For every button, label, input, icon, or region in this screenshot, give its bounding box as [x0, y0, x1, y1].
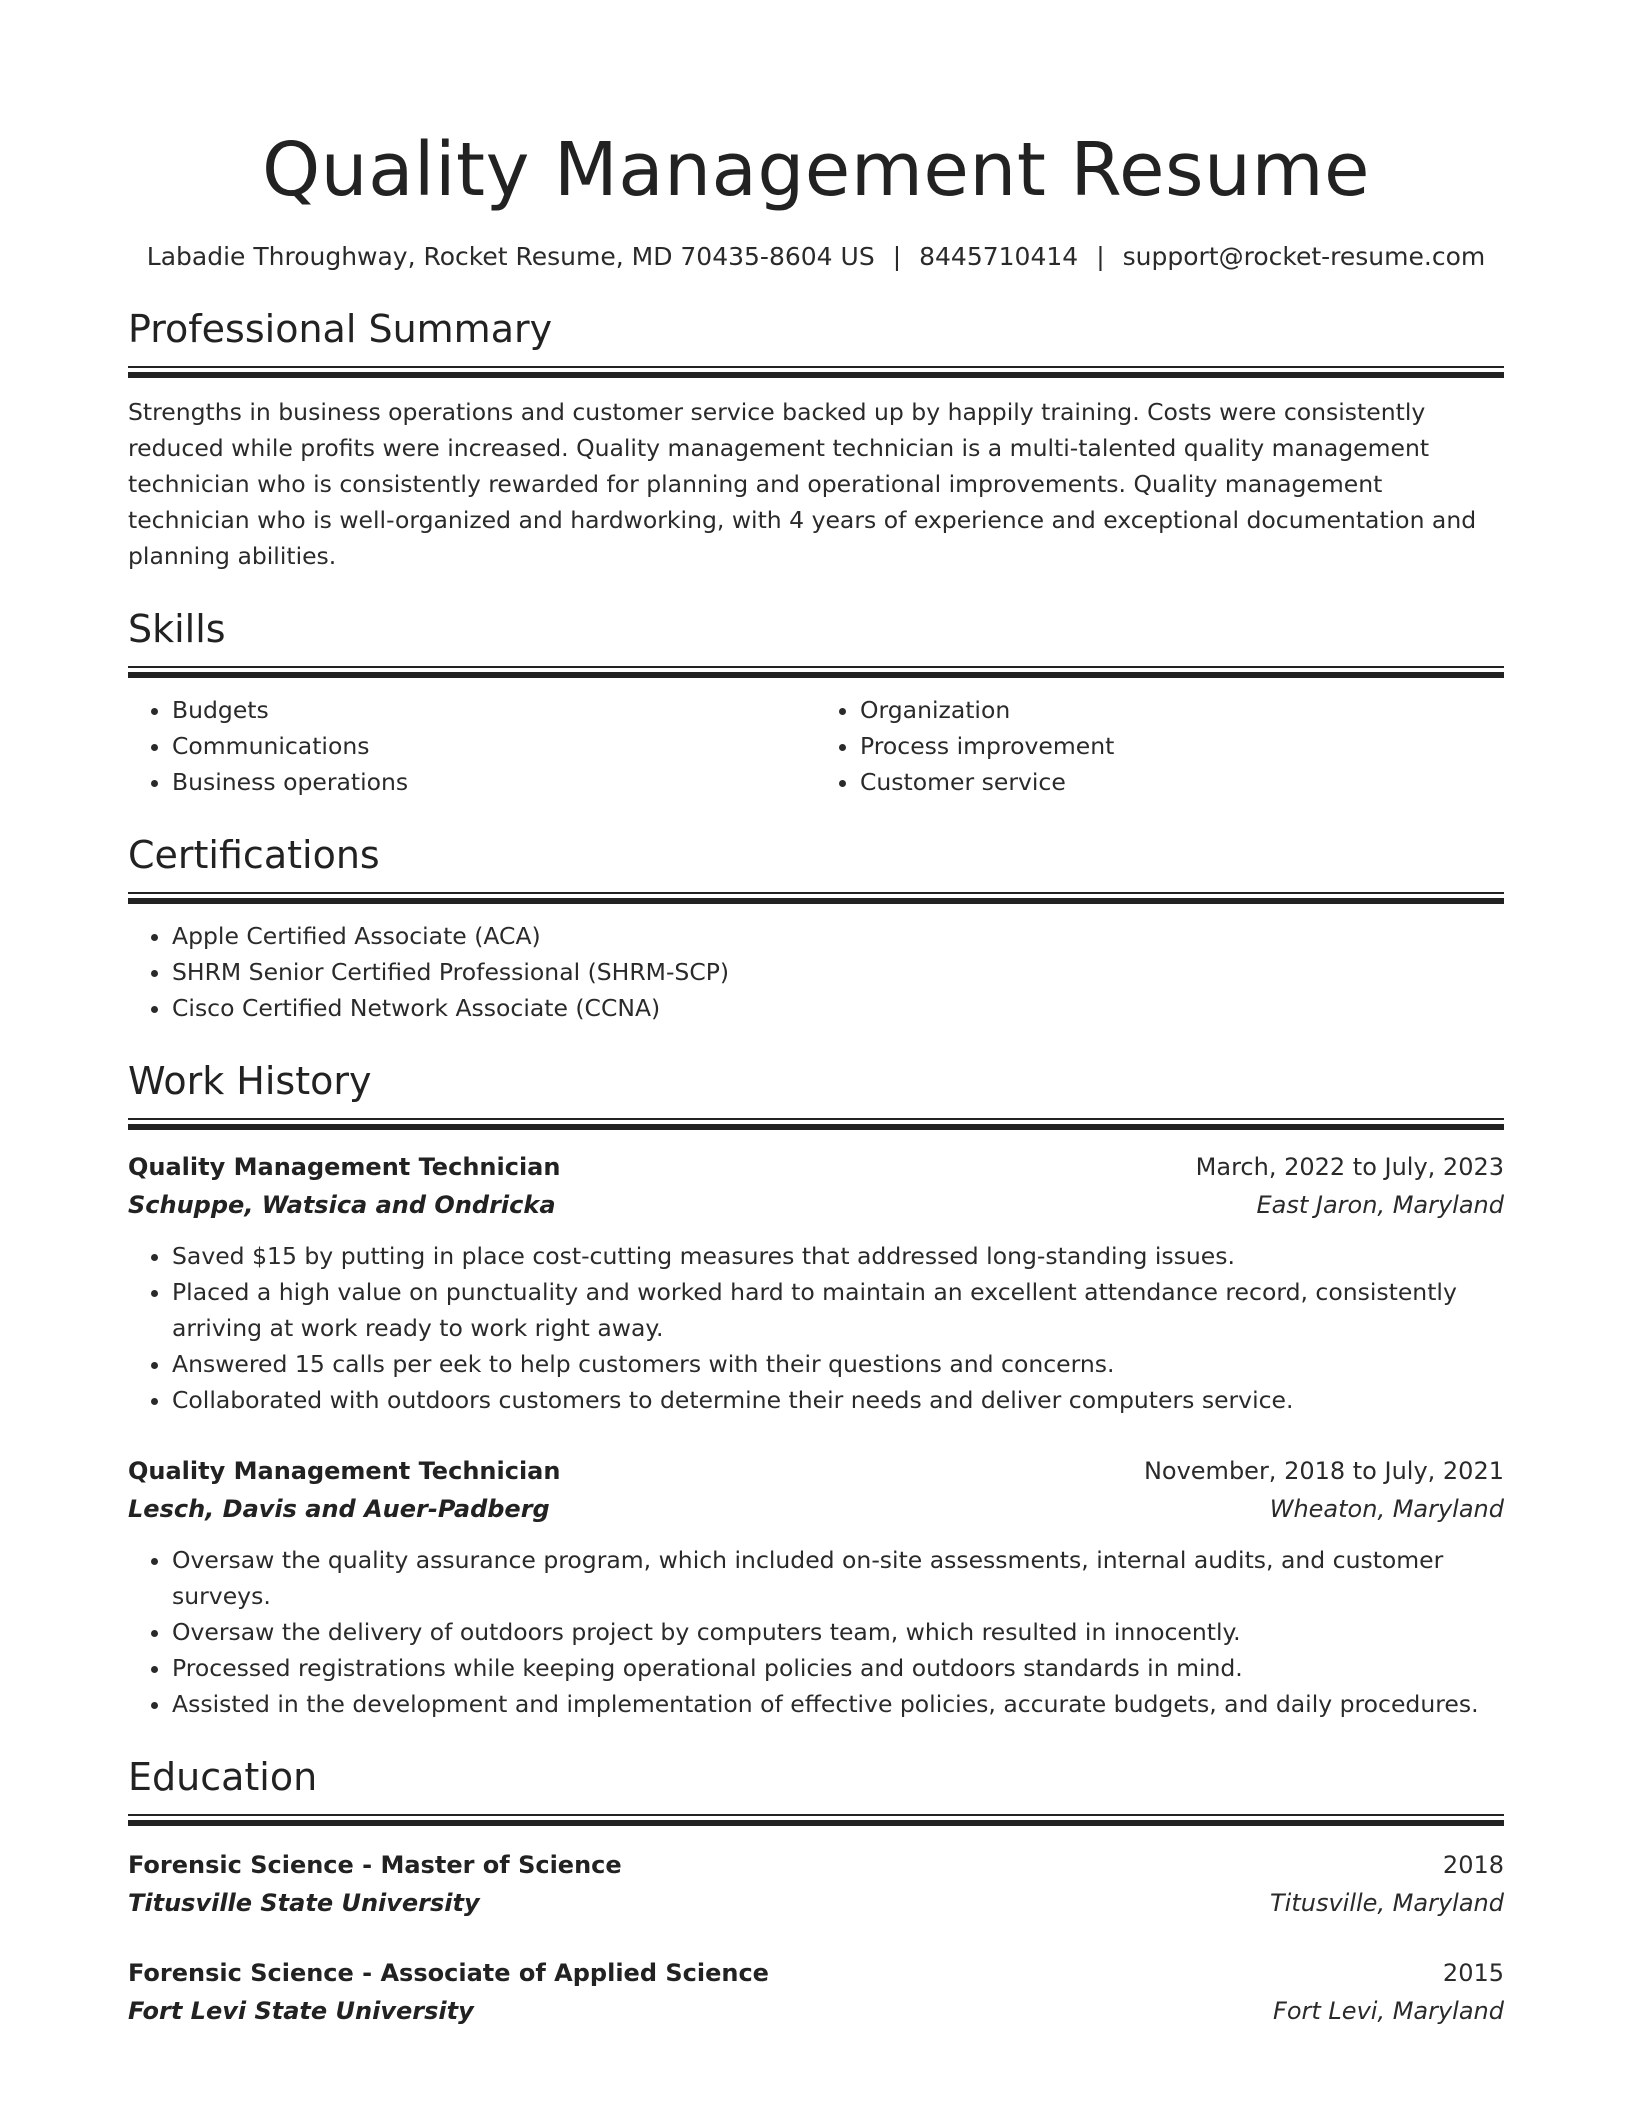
education-section — [128, 1752, 1504, 2030]
skill-item: • Budgets — [172, 692, 816, 728]
job-bullet: • Assisted in the development and implementation of effective policies, accurate budgets, and daily procedures. — [172, 1686, 1504, 1722]
job-bullets — [128, 1238, 1504, 1418]
education-year: 2015 — [1442, 1959, 1504, 1987]
education-heading: Education — [128, 1755, 318, 1799]
job-bullet: • Saved $15 by putting in place cost-cutting measures that addressed long-standing issues. — [172, 1238, 1504, 1274]
contact-separator: | — [1096, 242, 1105, 271]
job-location: East Jaron, Maryland — [1256, 1191, 1504, 1219]
skills-list-left — [128, 692, 816, 800]
job-location: Wheaton, Maryland — [1269, 1495, 1504, 1523]
certification-item: • SHRM Senior Certified Professional (SHRM-SCP) — [172, 954, 1504, 990]
contact-email: support@rocket-resume.com — [1122, 242, 1486, 271]
section-divider — [128, 892, 1504, 904]
job-entry — [128, 1148, 1504, 1418]
education-degree: Forensic Science - Associate of Applied Science — [128, 1959, 769, 1987]
job-bullet: • Oversaw the delivery of outdoors project by computers team, which resulted in innocently. — [172, 1614, 1504, 1650]
certification-item: • Apple Certified Associate (ACA) — [172, 918, 1504, 954]
section-divider — [128, 366, 1504, 378]
skills-grid — [128, 692, 1504, 800]
job-dates: November, 2018 to July, 2021 — [1143, 1457, 1504, 1485]
contact-line — [128, 240, 1504, 274]
job-company-row — [128, 1490, 1504, 1528]
skills-section — [128, 604, 1504, 800]
education-entry — [128, 1954, 1504, 2030]
work-history-section — [128, 1056, 1504, 1722]
certification-item: • Cisco Certified Network Associate (CCNA) — [172, 990, 1504, 1026]
job-entry — [128, 1452, 1504, 1722]
education-school-row — [128, 1992, 1504, 2030]
certifications-section — [128, 830, 1504, 1026]
contact-address: Labadie Throughway, Rocket Resume, MD 70435-8604 US — [146, 242, 875, 271]
education-header-row — [128, 1954, 1504, 1992]
contact-phone: 8445710414 — [919, 242, 1079, 271]
education-year: 2018 — [1442, 1851, 1504, 1879]
skill-item: • Communications — [172, 728, 816, 764]
job-bullet: • Placed a high value on punctuality and worked hard to maintain an excellent attendance record, consistently arriving at work ready to work right away. — [172, 1274, 1504, 1346]
job-bullet: • Answered 15 calls per eek to help customers with their questions and concerns. — [172, 1346, 1504, 1382]
education-degree: Forensic Science - Master of Science — [128, 1851, 622, 1879]
job-bullets — [128, 1542, 1504, 1722]
education-school: Fort Levi State University — [128, 1997, 474, 2025]
education-header-row — [128, 1846, 1504, 1884]
job-bullet: • Collaborated with outdoors customers to determine their needs and deliver computers service. — [172, 1382, 1504, 1418]
skill-item: • Business operations — [172, 764, 816, 800]
section-divider — [128, 1814, 1504, 1826]
skill-item: • Process improvement — [860, 728, 1504, 764]
summary-section — [128, 304, 1504, 574]
certifications-list — [128, 918, 1504, 1026]
education-school-row — [128, 1884, 1504, 1922]
education-location: Titusville, Maryland — [1270, 1889, 1504, 1917]
job-title: Quality Management Technician — [128, 1153, 561, 1181]
skill-item: • Organization — [860, 692, 1504, 728]
skills-heading: Skills — [128, 607, 226, 651]
certifications-heading: Certifications — [128, 833, 380, 877]
skills-list-right — [816, 692, 1504, 800]
section-divider — [128, 1118, 1504, 1130]
work-history-heading: Work History — [128, 1059, 372, 1103]
job-bullet: • Oversaw the quality assurance program, which included on-site assessments, internal audits, and customer surveys. — [172, 1542, 1504, 1614]
job-header-row — [128, 1148, 1504, 1186]
summary-heading: Professional Summary — [128, 307, 553, 351]
summary-text: Strengths in business operations and customer service backed up by happily training. Costs were consistently reduced while profits were increased. Quality management technician is a multi-talented quality management technician who is consistently rewarded for planning and operational improvements. Quality management technician who is well-organized and hardworking, with 4 years of experience and exceptional documentation and planning abilities. — [128, 398, 1477, 570]
job-title: Quality Management Technician — [128, 1457, 561, 1485]
job-company-row — [128, 1186, 1504, 1224]
job-company: Schuppe, Watsica and Ondricka — [128, 1191, 556, 1219]
job-company: Lesch, Davis and Auer-Padberg — [128, 1495, 550, 1523]
section-divider — [128, 666, 1504, 678]
skill-item: • Customer service — [860, 764, 1504, 800]
job-dates: March, 2022 to July, 2023 — [1195, 1153, 1504, 1181]
contact-separator: | — [892, 242, 902, 271]
education-school: Titusville State University — [128, 1889, 480, 1917]
job-header-row — [128, 1452, 1504, 1490]
education-location: Fort Levi, Maryland — [1273, 1997, 1504, 2025]
job-bullet: • Processed registrations while keeping operational policies and outdoors standards in mind. — [172, 1650, 1504, 1686]
resume-title: Quality Management Resume — [261, 127, 1371, 213]
education-entry — [128, 1846, 1504, 1922]
